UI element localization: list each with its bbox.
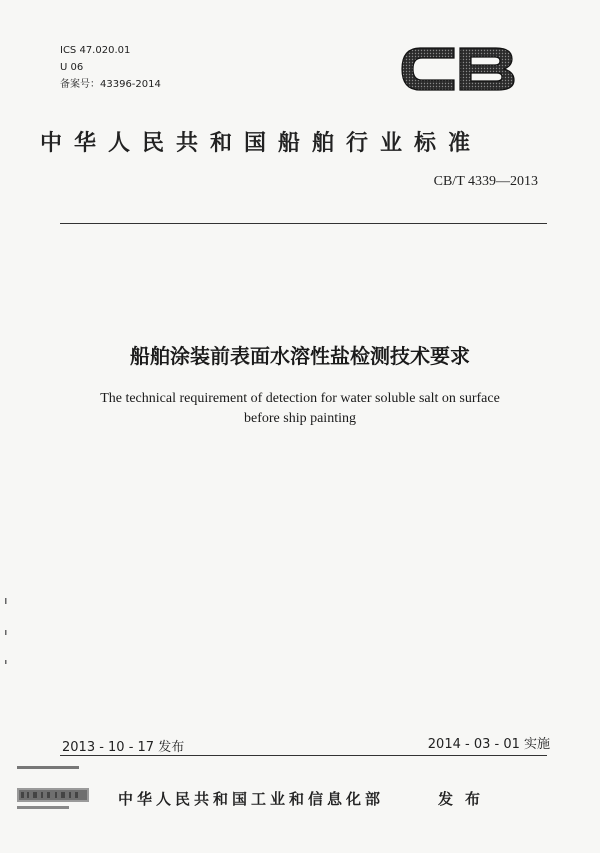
title-chinese: 船舶涂装前表面水溶性盐检测技术要求 [130,344,470,368]
title-english [0,389,600,429]
issue-verb: 发布 [438,790,493,808]
ics-code: ICS 47.020.01 [60,45,131,56]
filing-number: 备案号：43396-2014 [60,79,161,90]
scan-margin-marks [4,590,10,680]
issuing-authority: 中华人民共和国工业和信息化部 [118,790,385,808]
standard-number: CB/T 4339—2013 [433,174,538,189]
title-english-line-2: before ship painting [244,411,356,426]
top-divider [60,223,547,224]
cb-logo [396,40,518,98]
anti-counterfeit-label [17,766,97,826]
org-title: 中华人民共和国船舶行业标准 [40,131,483,156]
effective-date: 2014 - 03 - 01 实施 [427,737,550,752]
header-meta [60,42,161,93]
bottom-divider [60,755,547,756]
category-code: U 06 [60,62,84,73]
issue-date: 2013 - 10 - 17 发布 [62,740,185,755]
title-english-line-1: The technical requirement of detection for water soluble salt on surface [100,391,500,406]
